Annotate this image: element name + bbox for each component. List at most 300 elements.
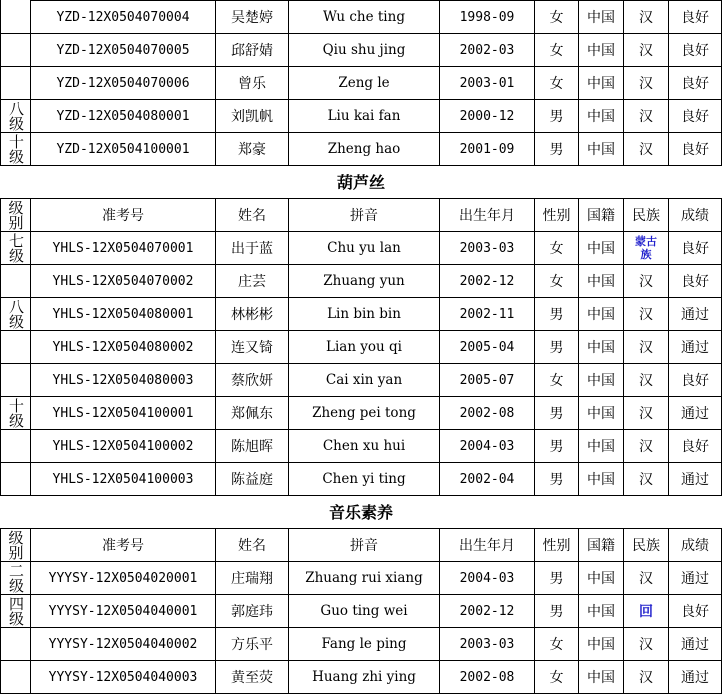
cell-text: Guo ting wei xyxy=(320,603,408,619)
cell-name xyxy=(215,363,288,396)
cell-id xyxy=(30,33,215,66)
cell-name xyxy=(215,264,288,297)
level-label-text: 八级 xyxy=(7,298,25,329)
cell-id xyxy=(30,297,215,330)
cell-pinyin xyxy=(288,66,439,99)
cell-text: 2003-03 xyxy=(459,240,515,256)
cell-text: 姓名 xyxy=(238,538,266,554)
cell-text: Huang zhi ying xyxy=(312,669,416,685)
cell-text: Cai xin yan xyxy=(325,372,403,388)
cell-text: 2002-08 xyxy=(459,669,515,685)
cell-text: 邱舒婧 xyxy=(231,43,273,59)
cell-name xyxy=(215,627,288,660)
cell-text: 成绩 xyxy=(681,538,709,554)
cell-text: 民族 xyxy=(632,208,660,224)
cell-text: YHLS-12X0504100003 xyxy=(52,471,194,487)
cell-id xyxy=(30,66,215,99)
cell-country xyxy=(578,33,623,66)
cell-text: 通过 xyxy=(681,637,709,653)
cell-text: 黄至荧 xyxy=(231,670,273,686)
cell-country xyxy=(578,363,623,396)
cell-text: 庄瑞翔 xyxy=(231,571,273,587)
header-level-text: 级别 xyxy=(6,200,25,230)
cell-birth xyxy=(439,231,534,264)
cell-pinyin xyxy=(288,264,439,297)
cell-birth xyxy=(439,396,534,429)
cell-sex xyxy=(534,231,578,264)
header-sex xyxy=(534,528,578,561)
cell-text: 1998-09 xyxy=(459,9,515,25)
cell-text: 国籍 xyxy=(587,538,615,554)
header-grade xyxy=(668,198,722,231)
cell-text: YHLS-12X0504070001 xyxy=(52,240,194,256)
cell-text: 中国 xyxy=(587,10,615,26)
cell-sex xyxy=(534,330,578,363)
cell-pinyin xyxy=(288,99,439,132)
cell-text: YYYSY-12X0504040001 xyxy=(48,603,198,619)
cell-id xyxy=(30,594,215,627)
header-ethnic xyxy=(623,528,668,561)
cell-text: 汉 xyxy=(639,109,653,125)
cell-text: 中国 xyxy=(587,274,615,290)
cell-text: 通过 xyxy=(681,670,709,686)
cell-pinyin xyxy=(288,429,439,462)
cell-country xyxy=(578,594,623,627)
cell-birth xyxy=(439,297,534,330)
level-label-text: 十级 xyxy=(7,397,25,428)
cell-text: Liu kai fan xyxy=(327,108,401,124)
header-name xyxy=(215,198,288,231)
level-label xyxy=(0,561,30,594)
cell-text: 女 xyxy=(549,274,564,290)
cell-text: 中国 xyxy=(587,43,615,59)
cell-grade xyxy=(668,33,722,66)
cell-text: 男 xyxy=(549,604,564,620)
cell-text: 男 xyxy=(549,142,564,158)
header-grade xyxy=(668,528,722,561)
cell-birth xyxy=(439,132,534,165)
cell-text: 中国 xyxy=(587,472,615,488)
cell-text: 汉 xyxy=(639,670,653,686)
cell-name xyxy=(215,594,288,627)
cell-text: 男 xyxy=(549,109,564,125)
cell-pinyin xyxy=(288,0,439,33)
cell-ethnic xyxy=(623,627,668,660)
cell-text: 郑佩东 xyxy=(231,406,273,422)
cell-id xyxy=(30,462,215,495)
cell-ethnic xyxy=(623,33,668,66)
cell-name xyxy=(215,660,288,693)
cell-name xyxy=(215,396,288,429)
cell-sex xyxy=(534,462,578,495)
cell-text: 通过 xyxy=(681,406,709,422)
cell-ethnic xyxy=(623,66,668,99)
cell-text: 汉 xyxy=(639,571,653,587)
cell-text: 国籍 xyxy=(587,208,615,224)
cell-ethnic xyxy=(623,0,668,33)
cell-text: Fang le ping xyxy=(321,636,407,652)
cell-text: 汉 xyxy=(639,439,653,455)
level-label xyxy=(0,132,30,165)
cell-country xyxy=(578,396,623,429)
cell-text: 良好 xyxy=(681,142,709,158)
level-cell xyxy=(0,627,30,660)
cell-ethnic xyxy=(623,297,668,330)
cell-country xyxy=(578,99,623,132)
cell-sex xyxy=(534,99,578,132)
cell-name xyxy=(215,462,288,495)
cell-text: 汉 xyxy=(639,340,653,356)
cell-text: Lin bin bin xyxy=(327,306,401,322)
level-label xyxy=(0,297,30,330)
cell-pinyin xyxy=(288,33,439,66)
cell-ethnic xyxy=(623,264,668,297)
cell-pinyin xyxy=(288,363,439,396)
cell-text: 汉 xyxy=(639,43,653,59)
cell-pinyin xyxy=(288,396,439,429)
cell-grade xyxy=(668,396,722,429)
cell-name xyxy=(215,330,288,363)
cell-text: YHLS-12X0504080002 xyxy=(52,339,194,355)
cell-text: 2000-12 xyxy=(459,108,515,124)
cell-text: 汉 xyxy=(639,76,653,92)
cell-sex xyxy=(534,660,578,693)
header-level xyxy=(0,198,30,231)
cell-text: YHLS-12X0504100001 xyxy=(52,405,194,421)
cell-text: 男 xyxy=(549,340,564,356)
cell-birth xyxy=(439,627,534,660)
cell-grade xyxy=(668,363,722,396)
header-level xyxy=(0,528,30,561)
cell-name xyxy=(215,297,288,330)
cell-name xyxy=(215,99,288,132)
cell-text: 2005-04 xyxy=(459,339,515,355)
cell-text: 2005-07 xyxy=(459,372,515,388)
cell-country xyxy=(578,231,623,264)
cell-country xyxy=(578,264,623,297)
cell-text: 郭庭玮 xyxy=(231,604,273,620)
cell-text: 中国 xyxy=(587,604,615,620)
header-country xyxy=(578,528,623,561)
cell-sex xyxy=(534,264,578,297)
cell-text: 通过 xyxy=(681,340,709,356)
cell-text: 2004-03 xyxy=(459,438,515,454)
cell-text: Zeng le xyxy=(338,75,390,91)
cell-text: 良好 xyxy=(681,10,709,26)
cell-ethnic xyxy=(623,231,668,264)
cell-text: YYYSY-12X0504020001 xyxy=(48,570,198,586)
cell-text: 汉 xyxy=(639,637,653,653)
cell-sex xyxy=(534,33,578,66)
cell-text: YZD-12X0504080001 xyxy=(56,108,190,124)
cell-text: 良好 xyxy=(681,241,709,257)
cell-sex xyxy=(534,396,578,429)
cell-text: 中国 xyxy=(587,76,615,92)
cell-birth xyxy=(439,462,534,495)
cell-id xyxy=(30,0,215,33)
cell-name xyxy=(215,231,288,264)
level-label xyxy=(0,396,30,429)
cell-text: YHLS-12X0504080001 xyxy=(52,306,194,322)
cell-ethnic xyxy=(623,429,668,462)
cell-country xyxy=(578,462,623,495)
cell-text: 汉 xyxy=(639,472,653,488)
cell-text: 良好 xyxy=(681,604,709,620)
cell-text: 汉 xyxy=(639,10,653,26)
cell-text: YYYSY-12X0504040002 xyxy=(48,636,198,652)
cell-text: YZD-12X0504100001 xyxy=(56,141,190,157)
cell-pinyin xyxy=(288,297,439,330)
section-title: 音乐素养 xyxy=(328,503,393,522)
cell-grade xyxy=(668,297,722,330)
level-cell xyxy=(0,66,30,99)
cell-text: 郑豪 xyxy=(238,142,266,158)
cell-text: 回 xyxy=(639,604,653,620)
cell-text: 女 xyxy=(549,373,564,389)
cell-country xyxy=(578,66,623,99)
cell-text: YZD-12X0504070004 xyxy=(56,9,190,25)
cell-grade xyxy=(668,429,722,462)
cell-text: Chen xu hui xyxy=(322,438,406,454)
level-cell xyxy=(0,462,30,495)
level-cell xyxy=(0,33,30,66)
cell-text: 姓名 xyxy=(238,208,266,224)
cell-birth xyxy=(439,363,534,396)
cell-text: 女 xyxy=(549,241,564,257)
cell-text: 2002-03 xyxy=(459,42,515,58)
cell-text: 良好 xyxy=(681,76,709,92)
cell-id xyxy=(30,132,215,165)
cell-text: 中国 xyxy=(587,109,615,125)
cell-text: 汉 xyxy=(639,373,653,389)
cell-id xyxy=(30,660,215,693)
cell-text: 中国 xyxy=(587,571,615,587)
level-label-text: 四级 xyxy=(7,595,25,626)
header-birth xyxy=(439,198,534,231)
cell-text: YYYSY-12X0504040003 xyxy=(48,669,198,685)
cell-grade xyxy=(668,330,722,363)
cell-text: Zheng hao xyxy=(327,141,401,157)
level-label xyxy=(0,231,30,264)
cell-text: YHLS-12X0504080003 xyxy=(52,372,194,388)
section-title: 葫芦丝 xyxy=(336,173,385,192)
cell-birth xyxy=(439,66,534,99)
cell-grade xyxy=(668,264,722,297)
cell-ethnic xyxy=(623,594,668,627)
cell-text: YZD-12X0504070005 xyxy=(56,42,190,58)
cell-name xyxy=(215,561,288,594)
cell-text: 中国 xyxy=(587,670,615,686)
cell-text: 男 xyxy=(549,307,564,323)
header-sex xyxy=(534,198,578,231)
cell-ethnic xyxy=(623,132,668,165)
cell-text: 2002-12 xyxy=(459,603,515,619)
level-label-text: 二级 xyxy=(7,562,25,593)
header-level-text: 级别 xyxy=(6,530,25,560)
cell-text: YHLS-12X0504100002 xyxy=(52,438,194,454)
cell-text: 出生年月 xyxy=(459,538,515,554)
cell-text: Qiu shu jing xyxy=(322,42,406,58)
cell-sex xyxy=(534,363,578,396)
cell-ethnic xyxy=(623,363,668,396)
cell-ethnic xyxy=(623,561,668,594)
cell-text: 男 xyxy=(549,571,564,587)
cell-text: 中国 xyxy=(587,439,615,455)
level-label-text: 七级 xyxy=(7,232,25,263)
cell-text: 中国 xyxy=(587,406,615,422)
header-pinyin xyxy=(288,198,439,231)
cell-id xyxy=(30,231,215,264)
level-label-text: 十级 xyxy=(7,133,25,164)
cell-text: 陈益庭 xyxy=(231,472,273,488)
header-pinyin xyxy=(288,528,439,561)
cell-grade xyxy=(668,627,722,660)
cell-sex xyxy=(534,594,578,627)
cell-text: 女 xyxy=(549,637,564,653)
cell-birth xyxy=(439,330,534,363)
cell-text: 成绩 xyxy=(681,208,709,224)
cell-text: 汉 xyxy=(639,142,653,158)
cell-text: 男 xyxy=(549,406,564,422)
cell-grade xyxy=(668,0,722,33)
cell-ethnic xyxy=(623,660,668,693)
cell-text: 男 xyxy=(549,472,564,488)
cell-text: 良好 xyxy=(681,274,709,290)
cell-country xyxy=(578,330,623,363)
cell-id xyxy=(30,561,215,594)
cell-text: 2001-09 xyxy=(459,141,515,157)
cell-grade xyxy=(668,561,722,594)
cell-sex xyxy=(534,0,578,33)
cell-text: 良好 xyxy=(681,109,709,125)
cell-text: Zhuang yun xyxy=(323,273,405,289)
cell-birth xyxy=(439,660,534,693)
cell-birth xyxy=(439,33,534,66)
cell-text: 庄芸 xyxy=(238,274,266,290)
cell-sex xyxy=(534,297,578,330)
cell-text: 中国 xyxy=(587,340,615,356)
cell-birth xyxy=(439,594,534,627)
cell-text: 汉 xyxy=(639,274,653,290)
cell-text: 吴楚婷 xyxy=(231,10,273,26)
cell-sex xyxy=(534,429,578,462)
cell-text: 2002-04 xyxy=(459,471,515,487)
cell-text: 通过 xyxy=(681,472,709,488)
level-cell xyxy=(0,264,30,297)
cell-text: 2004-03 xyxy=(459,570,515,586)
cell-text: 2003-03 xyxy=(459,636,515,652)
cell-grade xyxy=(668,132,722,165)
cell-pinyin xyxy=(288,231,439,264)
cell-text: 准考号 xyxy=(102,538,144,554)
cell-text: Chu yu lan xyxy=(327,240,401,256)
cell-grade xyxy=(668,594,722,627)
cell-text: 拼音 xyxy=(350,208,378,224)
cell-text: Lian you qi xyxy=(325,339,403,355)
cell-text: 汉 xyxy=(639,406,653,422)
cell-birth xyxy=(439,429,534,462)
cell-pinyin xyxy=(288,561,439,594)
cell-text: 性别 xyxy=(542,538,571,554)
cell-id xyxy=(30,627,215,660)
cell-ethnic xyxy=(623,330,668,363)
cell-name xyxy=(215,132,288,165)
cell-sex xyxy=(534,66,578,99)
cell-country xyxy=(578,297,623,330)
cell-text: 女 xyxy=(549,10,564,26)
cell-text: 良好 xyxy=(681,43,709,59)
cell-pinyin xyxy=(288,132,439,165)
cell-text: 通过 xyxy=(681,571,709,587)
cell-country xyxy=(578,0,623,33)
level-cell xyxy=(0,429,30,462)
cell-pinyin xyxy=(288,627,439,660)
cell-text: 男 xyxy=(549,439,564,455)
cell-text: 2002-11 xyxy=(459,306,515,322)
cell-text: 拼音 xyxy=(350,538,378,554)
cell-grade xyxy=(668,462,722,495)
cell-text: 中国 xyxy=(587,637,615,653)
cell-grade xyxy=(668,660,722,693)
cell-sex xyxy=(534,627,578,660)
level-label-text: 八级 xyxy=(7,100,25,131)
level-label xyxy=(0,594,30,627)
cell-name xyxy=(215,33,288,66)
cell-text: 蔡欣妍 xyxy=(231,373,273,389)
cell-text: 准考号 xyxy=(102,208,144,224)
header-id xyxy=(30,528,215,561)
cell-pinyin xyxy=(288,462,439,495)
cell-id xyxy=(30,264,215,297)
cell-text: 出生年月 xyxy=(459,208,515,224)
cell-text: 出于蓝 xyxy=(231,241,273,257)
cell-id xyxy=(30,363,215,396)
level-cell xyxy=(0,363,30,396)
cell-text: Chen yi ting xyxy=(322,471,406,487)
cell-text: 性别 xyxy=(542,208,571,224)
cell-text: 中国 xyxy=(587,142,615,158)
cell-pinyin xyxy=(288,330,439,363)
cell-text: YHLS-12X0504070002 xyxy=(52,273,194,289)
cell-name xyxy=(215,429,288,462)
cell-text: 陈旭晖 xyxy=(231,439,273,455)
cell-pinyin xyxy=(288,594,439,627)
cell-pinyin xyxy=(288,660,439,693)
cell-text: 良好 xyxy=(681,373,709,389)
cell-text: 刘凯帆 xyxy=(231,109,273,125)
header-ethnic xyxy=(623,198,668,231)
cell-text: 民族 xyxy=(632,538,660,554)
cell-text: 汉 xyxy=(639,307,653,323)
cell-birth xyxy=(439,99,534,132)
cell-ethnic xyxy=(623,99,668,132)
cell-text: 方乐平 xyxy=(231,637,273,653)
cell-country xyxy=(578,627,623,660)
cell-text: 通过 xyxy=(681,307,709,323)
cell-text: 女 xyxy=(549,43,564,59)
cell-id xyxy=(30,99,215,132)
level-cell xyxy=(0,0,30,33)
header-birth xyxy=(439,528,534,561)
cell-country xyxy=(578,429,623,462)
cell-birth xyxy=(439,264,534,297)
cell-country xyxy=(578,132,623,165)
cell-id xyxy=(30,429,215,462)
cell-text: 中国 xyxy=(587,307,615,323)
cell-id xyxy=(30,330,215,363)
cell-text: 中国 xyxy=(587,241,615,257)
cell-text: 女 xyxy=(549,76,564,92)
